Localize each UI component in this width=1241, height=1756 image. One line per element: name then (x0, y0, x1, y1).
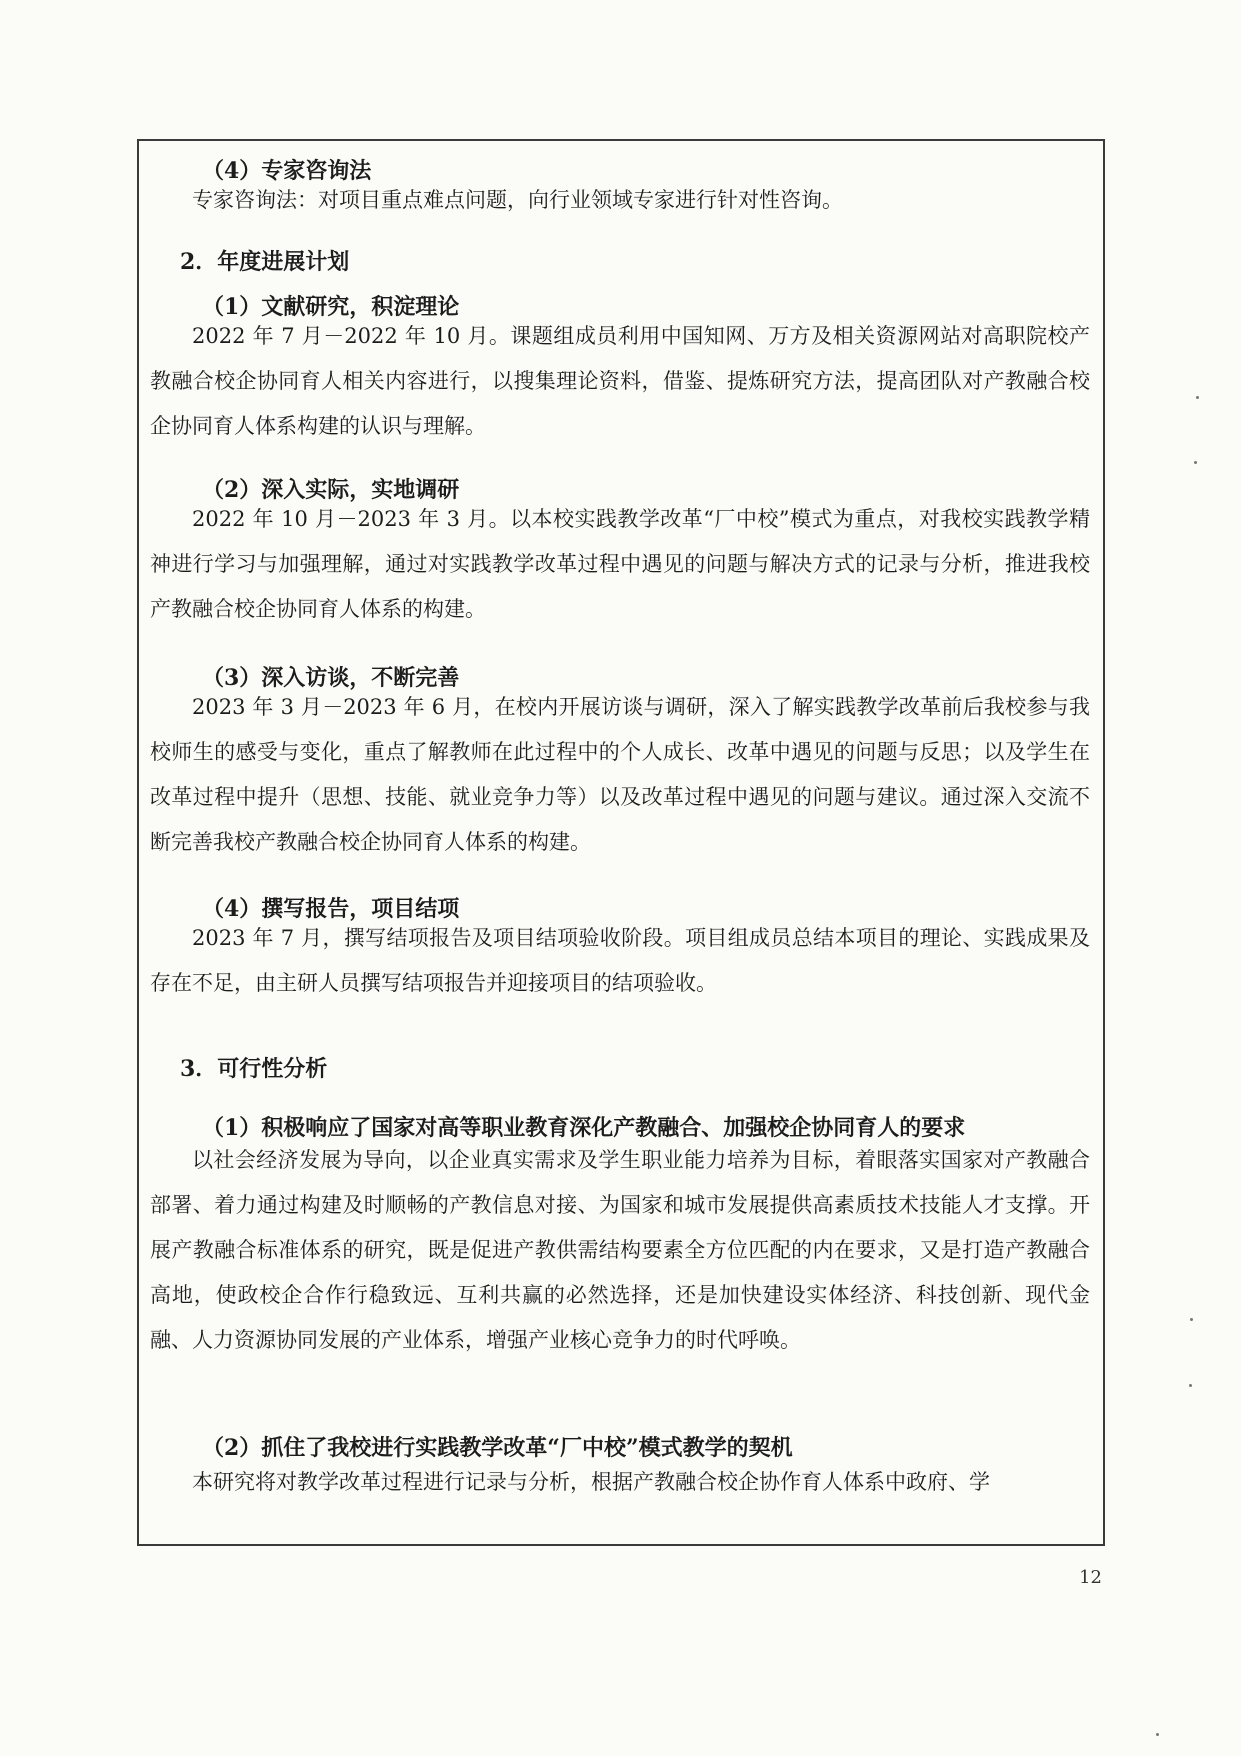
heading-report: （4）撰写报告，项目结项 (202, 896, 460, 922)
scan-speck (1190, 1318, 1193, 1321)
paragraph-expert-consultation: 专家咨询法：对项目重点难点问题，向行业领域专家进行针对性咨询。 (192, 188, 843, 212)
scan-speck (1156, 1733, 1159, 1736)
heading-field-research: （2）深入实际，实地调研 (202, 477, 460, 503)
scan-speck (1194, 461, 1197, 464)
paragraph-report: 2023 年 7 月，撰写结项报告及项目结项验收阶段。项目组成员总结本项目的理论、实践成果及存在不足，由主研人员撰写结项报告并迎接项目的结项验收。 (150, 926, 1090, 995)
heading-literature-research: （1）文献研究，积淀理论 (202, 294, 460, 320)
heading-interviews: （3）深入访谈，不断完善 (202, 665, 460, 691)
scan-speck (1196, 396, 1199, 399)
heading-feasibility: 3．可行性分析 (180, 1056, 328, 1082)
heading-expert-consultation: （4）专家咨询法 (202, 158, 372, 184)
heading-annual-plan: 2．年度进展计划 (180, 249, 350, 275)
paragraph-field-research: 2022 年 10 月－2023 年 3 月。以本校实践教学改革“厂中校”模式为重点，对我校实践教学精神进行学习与加强理解，通过对实践教学改革过程中遇见的问题与解决方式的记录与分析，推进我校产教融合校企协同育人体系的构建。 (150, 507, 1090, 621)
page-number: 12 (1079, 1567, 1102, 1588)
paragraph-literature-research: 2022 年 7 月－2022 年 10 月。课题组成员利用中国知网、万方及相关资源网站对高职院校产教融合校企协同育人相关内容进行，以搜集理论资料，借鉴、提炼研究方法，提高团队对产教融合校企协同育人体系构建的认识与理解。 (150, 324, 1090, 438)
heading-reform-opportunity: （2）抓住了我校进行实践教学改革“厂中校”模式教学的契机 (202, 1435, 793, 1461)
paragraph-interviews: 2023 年 3 月－2023 年 6 月，在校内开展访谈与调研，深入了解实践教学改革前后我校参与我校师生的感受与变化，重点了解教师在此过程中的个人成长、改革中遇见的问题与反思；以及学生在改革过程中提升（思想、技能、就业竞争力等）以及改革过程中遇见的问题与建议。通过深入交流不断完善我校产教融合校企协同育人体系的构建。 (150, 695, 1090, 854)
heading-national-requirement: （1）积极响应了国家对高等职业教育深化产教融合、加强校企协同育人的要求 (202, 1115, 966, 1141)
paragraph-national-requirement: 以社会经济发展为导向，以企业真实需求及学生职业能力培养为目标，着眼落实国家对产教融合部署、着力通过构建及时顺畅的产教信息对接、为国家和城市发展提供高素质技术技能人才支撑。开展产教融合标准体系的研究，既是促进产教供需结构要素全方位匹配的内在要求，又是打造产教融合高地，使政校企合作行稳致远、互利共赢的必然选择，还是加快建设实体经济、科技创新、现代金融、人力资源协同发展的产业体系，增强产业核心竞争力的时代呼唤。 (150, 1148, 1090, 1352)
paragraph-reform-opportunity: 本研究将对教学改革过程进行记录与分析，根据产教融合校企协作育人体系中政府、学 (192, 1470, 990, 1494)
scan-speck (1189, 1384, 1192, 1387)
